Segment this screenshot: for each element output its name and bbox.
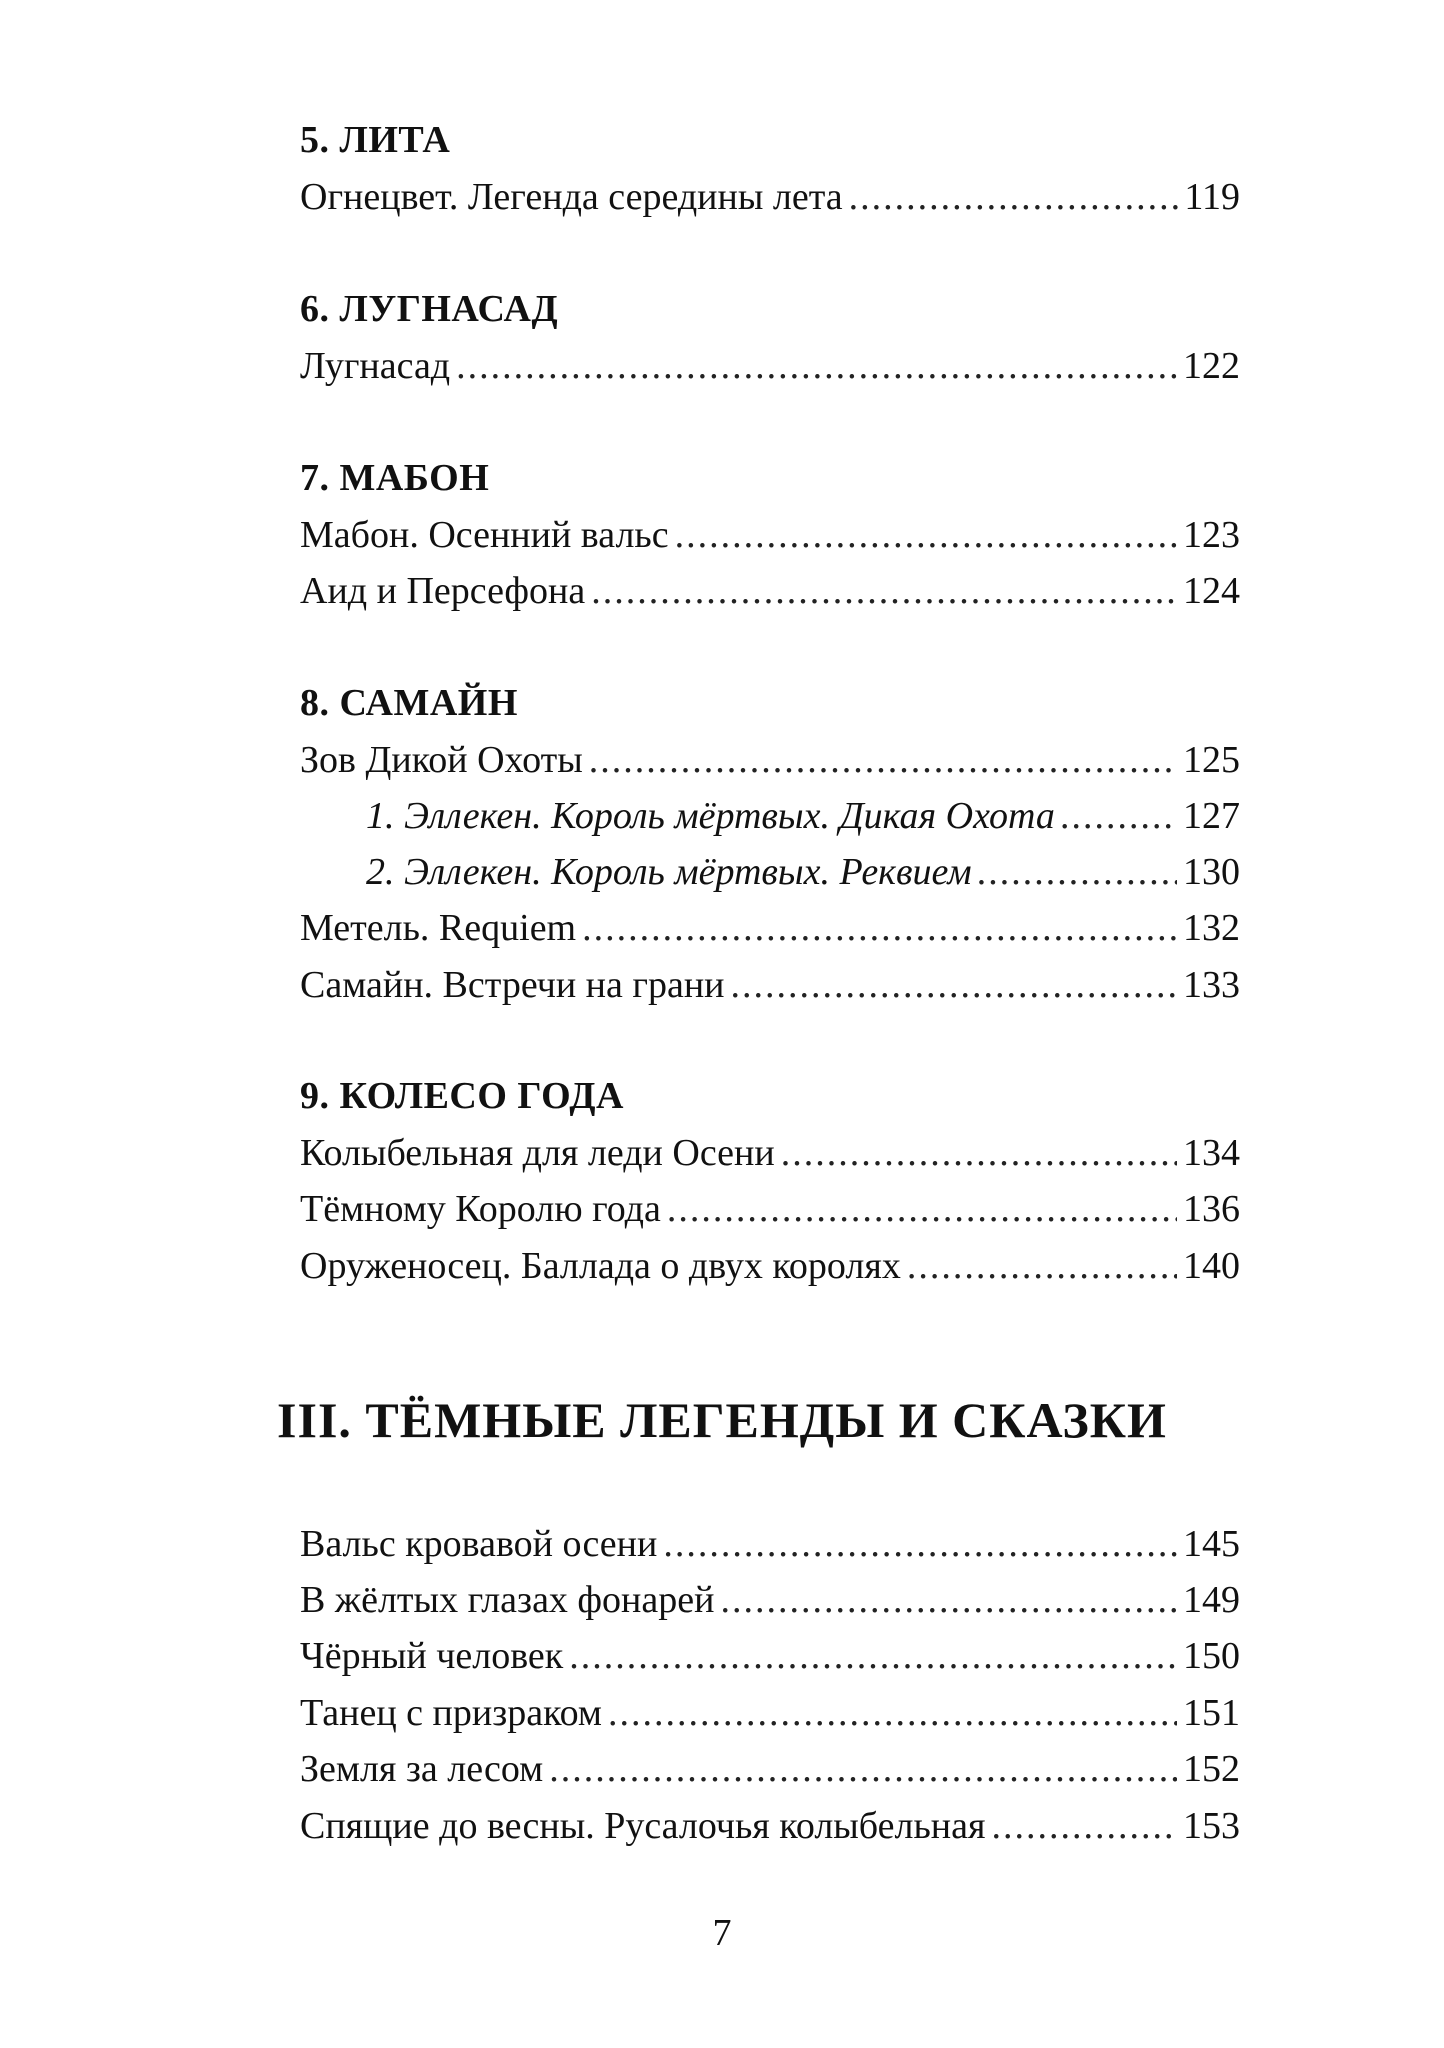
entry-page-number: 123 (1183, 514, 1240, 556)
entry-page-number: 119 (1184, 176, 1240, 218)
toc-entry[interactable] (300, 512, 1240, 558)
dot-leader (907, 1243, 1177, 1289)
dot-leader (978, 849, 1177, 895)
toc-entry[interactable] (300, 1186, 1240, 1232)
dot-leader (608, 1690, 1177, 1736)
dot-leader (991, 1803, 1177, 1849)
entry-title: Самайн. Встречи на грани (300, 964, 725, 1006)
dot-leader (720, 1577, 1177, 1623)
entry-page-number: 151 (1183, 1692, 1240, 1734)
entry-page-number: 136 (1183, 1188, 1240, 1230)
toc-entry[interactable] (300, 1130, 1240, 1176)
section-heading-lita: 5. ЛИТА (300, 119, 451, 161)
toc-subentry[interactable] (300, 793, 1240, 839)
toc-entry[interactable] (300, 1690, 1240, 1736)
entry-page-number: 122 (1183, 345, 1240, 387)
entry-title: 1. Эллекен. Король мёртвых. Дикая Охота (366, 795, 1055, 837)
dot-leader (589, 737, 1177, 783)
entry-title: Вальс кровавой осени (300, 1523, 658, 1565)
entry-title: 2. Эллекен. Король мёртвых. Реквием (366, 851, 972, 893)
toc-entry[interactable] (300, 1746, 1240, 1792)
section-heading-mabon: 7. МАБОН (300, 457, 490, 499)
entry-title: Аид и Персефона (300, 570, 586, 612)
toc-entry[interactable] (300, 1521, 1240, 1567)
entry-page-number: 130 (1183, 851, 1240, 893)
page-number: 7 (712, 1912, 732, 1954)
dot-leader (569, 1633, 1177, 1679)
entry-title: Тёмному Королю года (300, 1188, 661, 1230)
toc-entry[interactable] (300, 1577, 1240, 1623)
entry-page-number: 133 (1183, 964, 1240, 1006)
dot-leader (549, 1746, 1177, 1792)
entry-title: Оруженосец. Баллада о двух королях (300, 1245, 901, 1287)
dot-leader (731, 962, 1177, 1008)
entry-page-number: 149 (1183, 1579, 1240, 1621)
toc-entry[interactable] (300, 174, 1240, 220)
entry-title: Колыбельная для леди Осени (300, 1132, 775, 1174)
toc-entry[interactable] (300, 905, 1240, 951)
entry-title: В жёлтых глазах фонарей (300, 1579, 715, 1621)
entry-page-number: 140 (1183, 1245, 1240, 1287)
toc-entry[interactable] (300, 343, 1240, 389)
dot-leader (675, 512, 1177, 558)
dot-leader (591, 568, 1177, 614)
dot-leader (456, 343, 1177, 389)
entry-page-number: 152 (1183, 1748, 1240, 1790)
entry-title: Спящие до весны. Русалочья колыбельная (300, 1805, 986, 1847)
entry-page-number: 127 (1183, 795, 1240, 837)
dot-leader (849, 174, 1179, 220)
entry-page-number: 150 (1183, 1635, 1240, 1677)
dot-leader (667, 1186, 1177, 1232)
toc-subentry[interactable] (300, 849, 1240, 895)
section-heading-wheel-of-year: 9. КОЛЕСО ГОДА (300, 1075, 624, 1117)
entry-title: Земля за лесом (300, 1748, 544, 1790)
entry-title: Лугнасад (300, 345, 451, 387)
entry-title: Метель. Requiem (300, 907, 577, 949)
part-title: III. ТЁМНЫЕ ЛЕГЕНДЫ И СКАЗКИ (277, 1392, 1167, 1448)
toc-entry[interactable] (300, 1803, 1240, 1849)
dot-leader (582, 905, 1177, 951)
entry-title: Зов Дикой Охоты (300, 739, 583, 781)
entry-title: Чёрный человек (300, 1635, 564, 1677)
toc-entry[interactable] (300, 1243, 1240, 1289)
entry-title: Танец с призраком (300, 1692, 602, 1734)
dot-leader (781, 1130, 1177, 1176)
entry-page-number: 134 (1183, 1132, 1240, 1174)
toc-entry[interactable] (300, 737, 1240, 783)
entry-page-number: 125 (1183, 739, 1240, 781)
section-heading-lughnasadh: 6. ЛУГНАСАД (300, 288, 559, 330)
toc-entry[interactable] (300, 568, 1240, 614)
entry-page-number: 145 (1183, 1523, 1240, 1565)
entry-page-number: 132 (1183, 907, 1240, 949)
toc-entry[interactable] (300, 1633, 1240, 1679)
entry-page-number: 153 (1183, 1805, 1240, 1847)
dot-leader (663, 1521, 1177, 1567)
toc-entry[interactable] (300, 962, 1240, 1008)
entry-title: Мабон. Осенний вальс (300, 514, 669, 556)
section-heading-samhain: 8. САМАЙН (300, 682, 518, 724)
entry-title: Огнецвет. Легенда середины лета (300, 176, 843, 218)
entry-page-number: 124 (1183, 570, 1240, 612)
dot-leader (1061, 793, 1177, 839)
